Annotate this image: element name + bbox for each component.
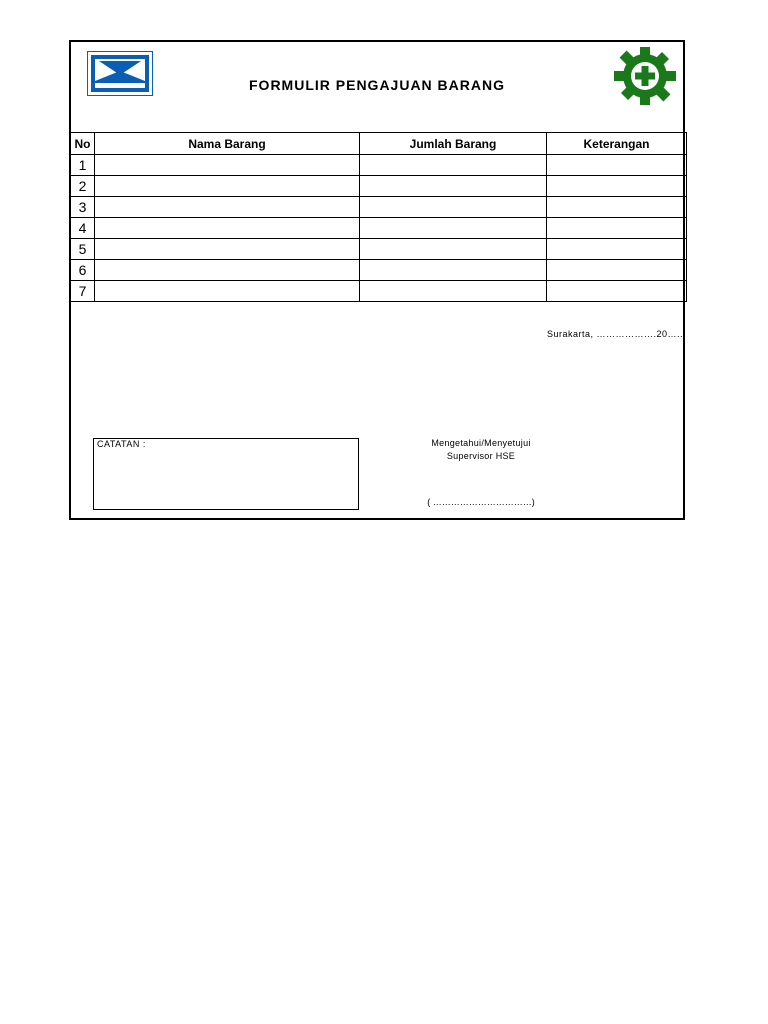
column-header-no: No [71,133,95,155]
jumlah-barang-cell[interactable] [360,176,547,197]
approval-role: Supervisor HSE [446,451,516,461]
keterangan-cell[interactable] [547,260,687,281]
row-number: 1 [71,155,95,176]
form-title: FORMULIR PENGAJUAN BARANG [249,77,505,93]
table-row [71,197,687,218]
keterangan-cell[interactable] [547,239,687,260]
nama-barang-cell[interactable] [95,197,360,218]
table-header-row [71,133,687,155]
row-number: 2 [71,176,95,197]
nama-barang-cell[interactable] [95,176,360,197]
nama-barang-cell[interactable] [95,281,360,302]
column-header-nama-barang: Nama Barang [95,133,360,155]
nama-barang-cell[interactable] [95,218,360,239]
signature-line[interactable]: ( ……………………………) [427,497,535,507]
row-number: 3 [71,197,95,218]
table-row [71,176,687,197]
jumlah-barang-cell[interactable] [360,218,547,239]
jumlah-barang-cell[interactable] [360,197,547,218]
keterangan-cell[interactable] [547,176,687,197]
items-table [70,132,687,302]
table-row [71,239,687,260]
jumlah-barang-cell[interactable] [360,155,547,176]
nama-barang-cell[interactable] [95,239,360,260]
keterangan-cell[interactable] [547,281,687,302]
nama-barang-cell[interactable] [95,155,360,176]
date-line[interactable]: Surakarta, ……………….20….. [546,329,683,339]
table-row [71,155,687,176]
table-row [71,260,687,281]
row-number: 5 [71,239,95,260]
catatan-box[interactable] [93,438,359,510]
column-header-keterangan: Keterangan [547,133,687,155]
table-row [71,218,687,239]
keterangan-cell[interactable] [547,155,687,176]
jumlah-barang-cell[interactable] [360,260,547,281]
table-row [71,281,687,302]
row-number: 7 [71,281,95,302]
approval-label: Mengetahui/Menyetujui [431,438,531,448]
nama-barang-cell[interactable] [95,260,360,281]
keterangan-cell[interactable] [547,218,687,239]
jumlah-barang-cell[interactable] [360,281,547,302]
jumlah-barang-cell[interactable] [360,239,547,260]
k3-safety-gear-cross-icon [610,46,680,106]
keterangan-cell[interactable] [547,197,687,218]
catatan-label: CATATAN : [97,439,146,449]
approval-block [401,437,561,463]
row-number: 4 [71,218,95,239]
request-form [69,40,685,520]
column-header-jumlah-barang: Jumlah Barang [360,133,547,155]
row-number: 6 [71,260,95,281]
